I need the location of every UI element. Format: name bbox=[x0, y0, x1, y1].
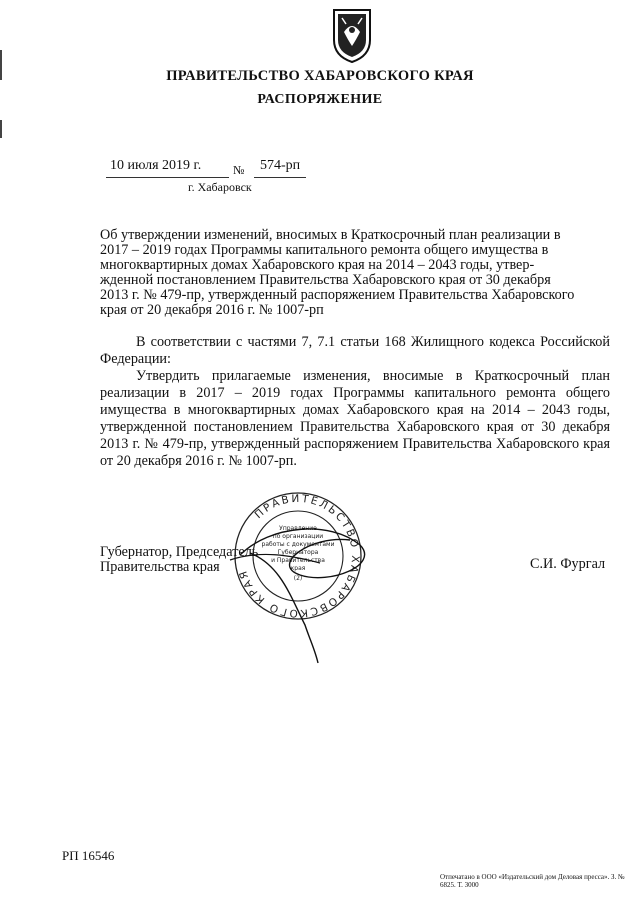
document-type: РАСПОРЯЖЕНИЕ bbox=[257, 92, 383, 107]
stamp-inner-line: работы с документами bbox=[261, 541, 335, 548]
signatory-title-line: Правительства края bbox=[100, 559, 220, 575]
document-body bbox=[100, 334, 610, 470]
stamp-ring-text: ПРАВИТЕЛЬСТВО ХАБАРОВСКОГО КРАЯ bbox=[236, 492, 362, 620]
subject-line: жденной постановлением Правительства Хабаровского края от 30 декабря bbox=[100, 272, 551, 288]
coat-of-arms-emblem bbox=[330, 6, 374, 64]
number-underline bbox=[254, 177, 306, 178]
stamp-inner-line: (2) bbox=[293, 575, 303, 582]
document-city: г. Хабаровск bbox=[188, 180, 252, 194]
government-name: ПРАВИТЕЛЬСТВО ХАБАРОВСКОГО КРАЯ bbox=[166, 68, 474, 84]
subject-line: 2013 г. № 479-пр, утвержденный распоряжением Правительства Хабаровского bbox=[100, 287, 575, 303]
stamp-inner-line: Губернатора bbox=[277, 549, 319, 556]
body-paragraph-resolution: Утвердить прилагаемые изменения, вносимые в Краткосрочный план реализации в 2017 – 2019 годах Программы капитального ремонта общего имущества в многоквартирных домах Хабаровского края на 2014 – 2043 годы, утвержденной постановлением Правительства Хабаровского края от 30 декабря 2013 г. № 479-пр, утвержденный распоряжением Правительства Хабаровского края от 20 декабря 2016 г. № 1007-рп. bbox=[100, 368, 610, 469]
body-paragraph-basis: В соответствии с частями 7, 7.1 статьи 168 Жилищного кодекса Российской Федерации: bbox=[100, 334, 610, 367]
stamp-inner-line: края bbox=[290, 565, 306, 572]
registry-number: РП 16546 bbox=[62, 848, 115, 863]
document-number: 574-рп bbox=[260, 158, 301, 173]
printer-imprint: Отпечатано в ООО «Издательский дом Деловая пресса». З. № 6825. Т. 3000 bbox=[440, 873, 625, 889]
signatory-name: С.И. Фургал bbox=[530, 556, 606, 572]
number-label: № bbox=[233, 163, 245, 177]
document-date: 10 июля 2019 г. bbox=[110, 158, 202, 173]
signatory-title-line: Губернатор, Председатель bbox=[100, 544, 259, 560]
subject-line: многоквартирных домах Хабаровского края на 2014 – 2043 годы, утвер- bbox=[100, 257, 535, 273]
subject-line: Об утверждении изменений, вносимых в Краткосрочный план реализации в bbox=[100, 227, 561, 243]
handwritten-signature bbox=[210, 515, 410, 665]
subject-line: края от 20 декабря 2016 г. № 1007-рп bbox=[100, 302, 324, 318]
scan-edge-mark bbox=[0, 120, 2, 138]
stamp-inner-line: по организации bbox=[272, 533, 324, 540]
stamp-inner-line: и Правительства bbox=[271, 557, 325, 564]
stamp-inner-line: Управление bbox=[279, 525, 317, 532]
document-subject bbox=[100, 228, 610, 318]
subject-line: 2017 – 2019 годах Программы капитального ремонта общего имущества в bbox=[100, 242, 549, 258]
date-underline bbox=[106, 177, 229, 178]
